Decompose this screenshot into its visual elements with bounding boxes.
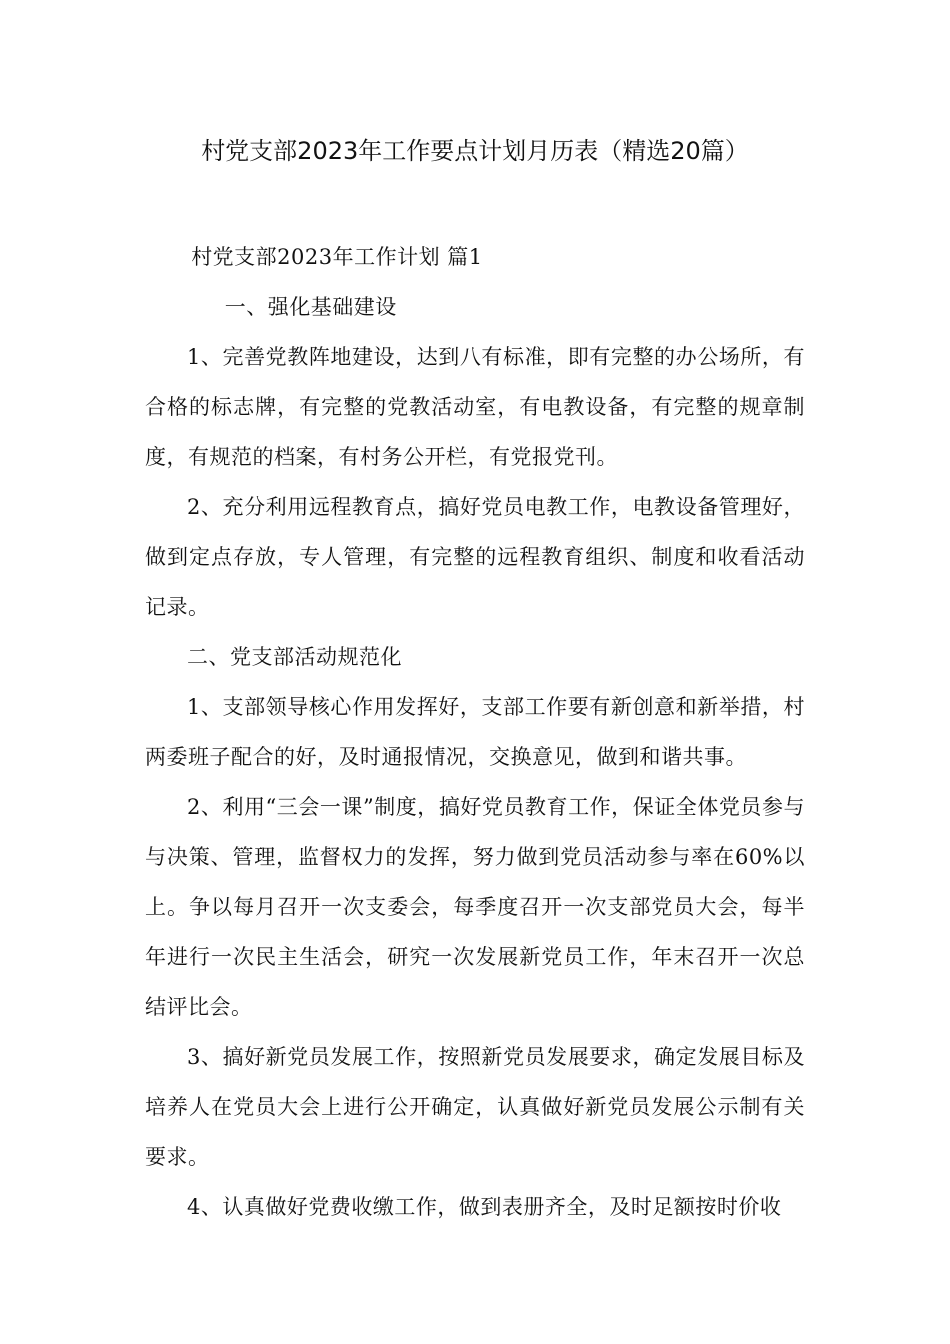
paragraph: 2、充分利用远程教育点，搞好党员电教工作，电教设备管理好，做到定点存放，专人管理，有完整的远程教育组织、制度和收看活动记录。 bbox=[145, 495, 805, 619]
paragraph: 4、认真做好党费收缴工作，做到表册齐全，及时足额按时价收 bbox=[187, 1195, 782, 1219]
paragraph: 1、完善党教阵地建设，达到八有标准，即有完整的办公场所，有合格的标志牌，有完整的党教活动室，有电教设备，有完整的规章制度，有规范的档案，有村务公开栏，有党报党刊。 bbox=[145, 345, 805, 469]
subsection-heading: 二、党支部活动规范化 bbox=[187, 645, 402, 669]
subsection-heading: 一、强化基础建设 bbox=[224, 295, 397, 319]
document-title: 村党支部2023年工作要点计划月历表（精选20篇） bbox=[201, 137, 749, 165]
section-heading: 村党支部2023年工作计划 篇1 bbox=[191, 245, 483, 269]
document-body bbox=[145, 232, 805, 1232]
paragraph: 1、支部领导核心作用发挥好，支部工作要有新创意和新举措，村两委班子配合的好，及时通报情况，交换意见，做到和谐共事。 bbox=[145, 695, 805, 769]
paragraph: 2、利用“三会一课”制度，搞好党员教育工作，保证全体党员参与与决策、管理，监督权力的发挥，努力做到党员活动参与率在60%以上。争以每月召开一次支委会，每季度召开一次支部党员大会，每半年进行一次民主生活会，研究一次发展新党员工作，年末召开一次总结评比会。 bbox=[145, 795, 805, 1019]
paragraph: 3、搞好新党员发展工作，按照新党员发展要求，确定发展目标及培养人在党员大会上进行公开确定，认真做好新党员发展公示制有关要求。 bbox=[145, 1045, 805, 1169]
